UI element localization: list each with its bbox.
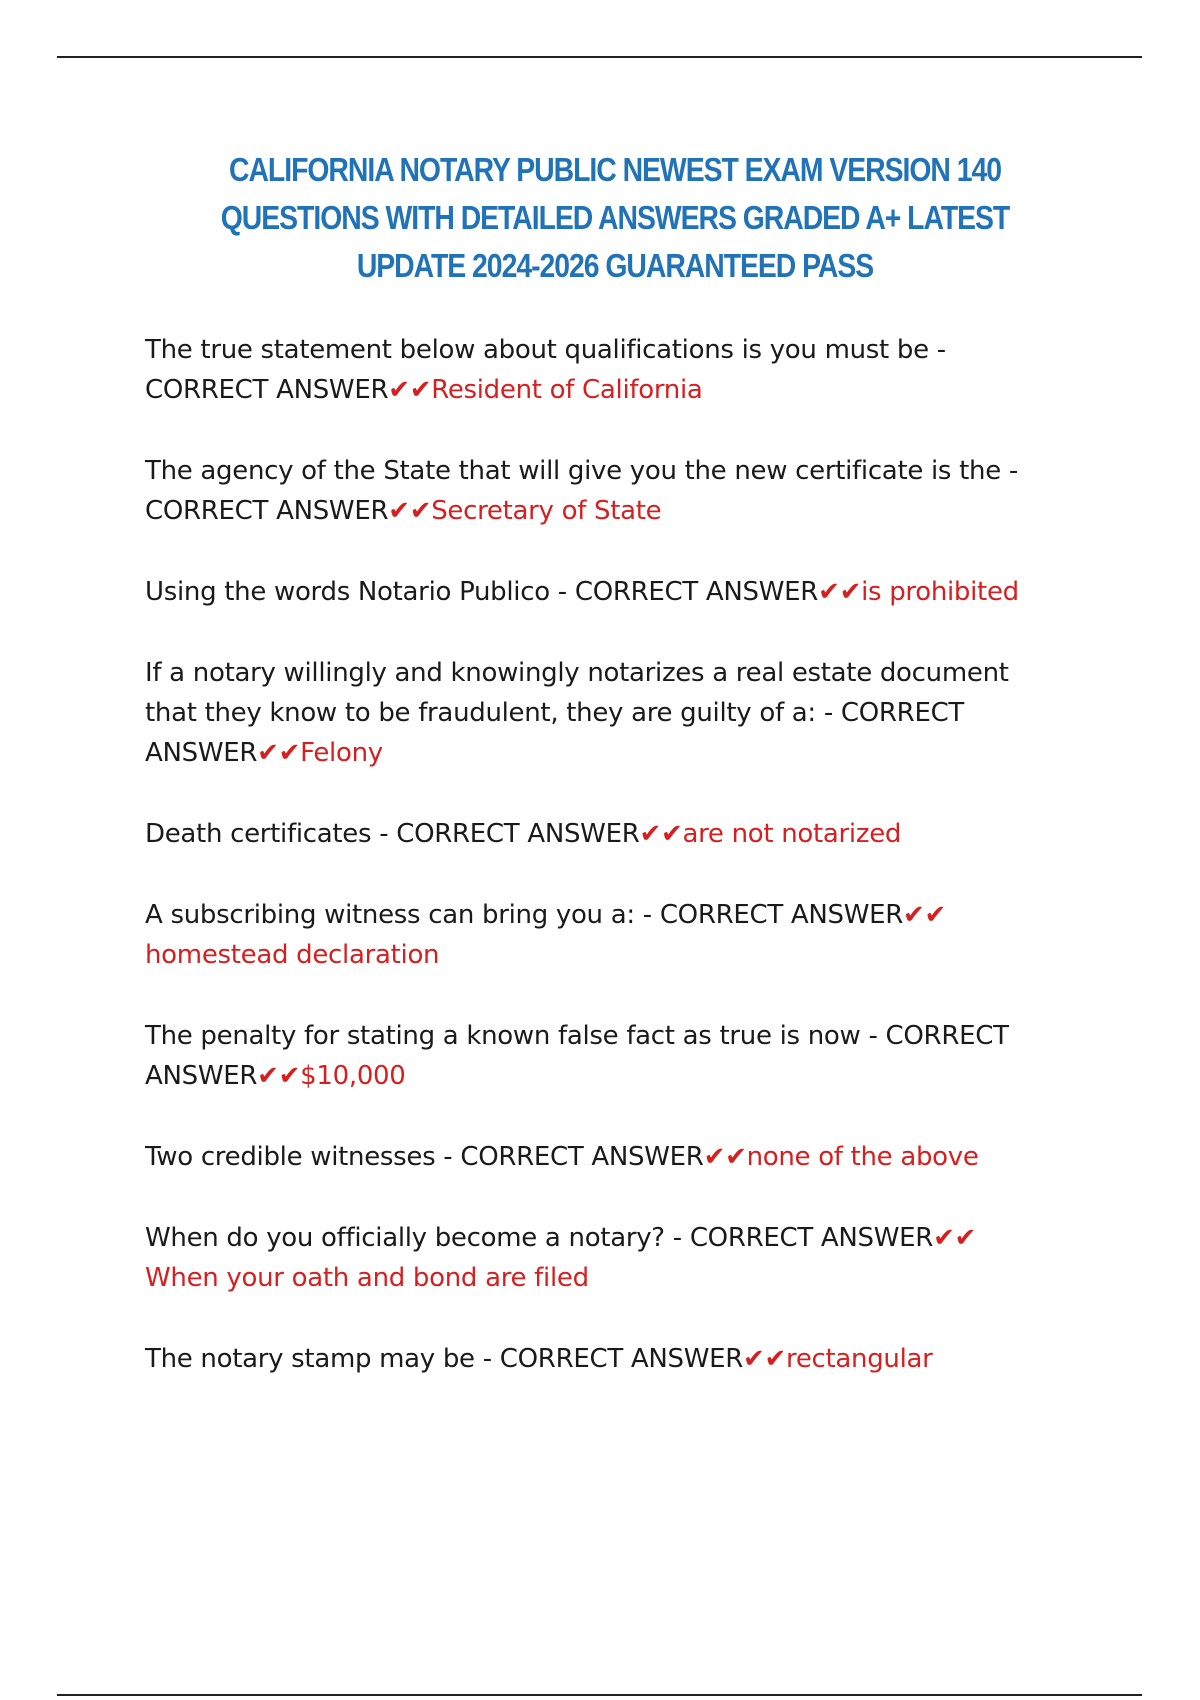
question-text: The penalty for stating a known false fact as true is now -	[145, 1021, 886, 1051]
qa-item	[145, 330, 1065, 410]
question-text: The notary stamp may be -	[145, 1344, 500, 1374]
qa-item	[145, 451, 1065, 531]
answer-text: Resident of California	[431, 375, 703, 405]
double-check-icon: ✔✔	[388, 375, 432, 405]
qa-item	[145, 1339, 1065, 1379]
answer-text: When your oath and bond are filed	[145, 1263, 589, 1293]
double-check-icon: ✔✔	[639, 819, 683, 849]
top-divider	[57, 56, 1142, 58]
correct-answer-label: CORRECT ANSWER	[460, 1142, 704, 1172]
question-text: When do you officially become a notary? -	[145, 1223, 690, 1253]
double-check-icon: ✔✔	[743, 1344, 786, 1374]
double-check-icon: ✔✔	[257, 1061, 301, 1091]
document-title: CALIFORNIA NOTARY PUBLIC NEWEST EXAM VERSION 140 QUESTIONS WITH DETAILED ANSWERS GRADED A+ LATEST UPDATE 2024-2026 GUARANTEED PASS	[220, 151, 1010, 284]
double-check-icon: ✔✔	[903, 900, 947, 930]
qa-item	[145, 653, 1065, 773]
question-text: If a notary willingly and knowingly notarizes a real estate document that they know to be fraudulent, they are guilty of a: -	[145, 658, 1009, 728]
qa-item	[145, 1016, 1065, 1096]
correct-answer-label: CORRECT ANSWER	[396, 819, 640, 849]
double-check-icon: ✔✔	[257, 738, 301, 768]
qa-item	[145, 1137, 1065, 1177]
question-text: Two credible witnesses -	[145, 1142, 461, 1172]
answer-text: homestead declaration	[145, 940, 440, 970]
qa-item	[145, 572, 1065, 612]
qa-item	[145, 895, 1065, 975]
correct-answer-label: CORRECT ANSWER	[145, 698, 965, 768]
correct-answer-label: CORRECT ANSWER	[689, 1223, 934, 1253]
question-text: The true statement below about qualifications is you must be -	[145, 335, 946, 365]
double-check-icon: ✔✔	[388, 496, 432, 526]
correct-answer-label: CORRECT ANSWER	[145, 496, 389, 526]
qa-item	[145, 814, 1065, 854]
answer-text: are not notarized	[682, 819, 902, 849]
correct-answer-label: CORRECT ANSWER	[499, 1344, 744, 1374]
question-text: Using the words Notario Publico -	[145, 577, 575, 607]
answer-text: none of the above	[746, 1142, 979, 1172]
question-text: Death certificates -	[145, 819, 397, 849]
correct-answer-label: CORRECT ANSWER	[659, 900, 904, 930]
qa-list	[145, 330, 1065, 1420]
answer-text: is prohibited	[861, 577, 1019, 607]
correct-answer-label: CORRECT ANSWER	[145, 375, 389, 405]
answer-text: $10,000	[300, 1061, 406, 1091]
answer-text: rectangular	[786, 1344, 933, 1374]
question-text: A subscribing witness can bring you a: -	[145, 900, 660, 930]
bottom-divider	[57, 1694, 1142, 1696]
correct-answer-label: CORRECT ANSWER	[574, 577, 819, 607]
double-check-icon: ✔✔	[933, 1223, 977, 1253]
double-check-icon: ✔✔	[818, 577, 862, 607]
answer-text: Secretary of State	[431, 496, 662, 526]
question-text: The agency of the State that will give you the new certificate is the -	[145, 456, 1018, 486]
correct-answer-label: CORRECT ANSWER	[145, 1021, 1009, 1091]
qa-item	[145, 1218, 1065, 1298]
double-check-icon: ✔✔	[703, 1142, 747, 1172]
answer-text: Felony	[300, 738, 383, 768]
